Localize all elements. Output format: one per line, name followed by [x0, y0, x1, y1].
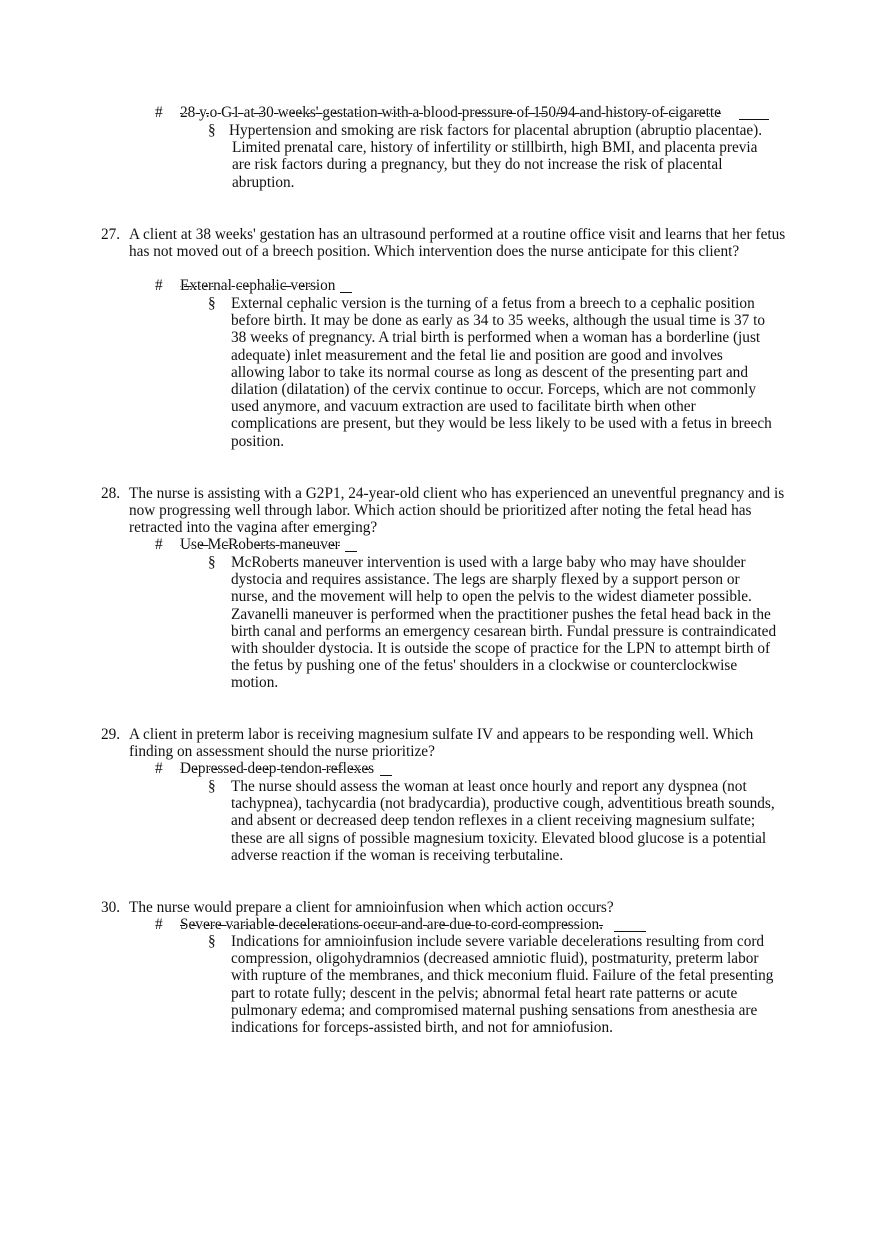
answer-bullet: #	[155, 916, 163, 933]
question-30	[101, 899, 791, 916]
rationale-bullet: §	[208, 554, 216, 571]
question-27	[101, 226, 791, 260]
question-text: The nurse would prepare a client for amnioinfusion when which action occurs?	[129, 899, 614, 916]
rationale-text: Hypertension and smoking are risk factors for placental abruption (abruptio placentae). Limited prenatal care, history of infertility or stillbirth, high BMI, and placenta previa are risk factors during a pregnancy, but they do not increase the risk of placental abruption.	[229, 122, 763, 191]
rationale-text: External cephalic version is the turning of a fetus from a breech to a cephalic position before birth. It may be done as early as 34 to 35 weeks, although the usual time is 37 to 38 weeks of pregnancy. A trial birth is performed when a woman has a borderline (just adequate) inlet measurement and the fetal lie and position are good and involves allowing labor to take its normal course as long as descent of the presenting part and dilation (dilatation) of the cervix continue to occur. Forceps, which are not commonly used anymore, and vacuum extraction are used to facilitate birth when other complications are present, but they would be less likely to be used with a fetus in breech position.	[231, 295, 772, 450]
question-29	[101, 726, 791, 760]
underline-tail	[340, 292, 352, 293]
underline-tail	[739, 119, 769, 120]
answer-text: Severe variable decelerations occur and are due to cord compression.	[180, 916, 604, 933]
question-number: 28.	[101, 485, 121, 502]
underline-tail	[380, 775, 392, 776]
rationale-bullet: §	[208, 933, 216, 950]
rationale	[208, 554, 780, 692]
question-text: The nurse is assisting with a G2P1, 24-year-old client who has experienced an uneventful pregnancy and is now progressing well through labor. Which action should be prioritized after noting the fetal head has retracted into the vagina after emerging?	[129, 485, 785, 537]
question-28	[101, 485, 791, 537]
answer-text: 28 y.o G1 at 30 weeks' gestation with a blood pressure of 150/94 and history of cigarette	[180, 104, 721, 121]
answer-text: External cephalic version	[180, 277, 336, 294]
rationale	[208, 933, 780, 1036]
answer-text: Depressed deep tendon reflexes	[180, 760, 375, 777]
answer-bullet: #	[155, 277, 163, 294]
rationale-text: The nurse should assess the woman at least once hourly and report any dyspnea (not tachypnea), tachycardia (not bradycardia), productive cough, adventitious breath sounds, and absent or decreased deep tendon reflexes in a client receiving magnesium sulfate; these are all signs of possible magnesium toxicity. Elevated blood glucose is a potential adverse reaction if the woman is receiving terbutaline.	[231, 778, 775, 864]
rationale-text: McRoberts maneuver intervention is used with a large baby who may have shoulder dystocia and requires assistance. The legs are sharply flexed by a support person or nurse, and the movement will help to open the pelvis to the widest diameter possible. Zavanelli maneuver is performed when the practitioner pushes the fetal head back in the birth canal and performs an emergency cesarean birth. Fundal pressure is contraindicated with shoulder dystocia. It is outside the scope of practice for the LPN to attempt birth of the fetus by pushing one of the fetus' shoulders in a clockwise or counterclockwise motion.	[231, 554, 777, 692]
question-number: 29.	[101, 726, 121, 743]
answer-bullet: #	[155, 536, 163, 553]
question-number: 27.	[101, 226, 121, 243]
rationale-bullet: §	[208, 122, 216, 139]
rationale	[208, 778, 780, 864]
rationale-text: Indications for amnioinfusion include severe variable decelerations resulting from cord compression, oligohydramnios (decreased amniotic fluid), postmaturity, preterm labor with rupture of the membranes, and thick meconium fluid. Failure of the fetal presenting part to rotate fully; descent in the pelvis; abnormal fetal heart rate patterns or acute pulmonary edema; and compromised maternal pushing sensations from anesthesia are indications for forceps-assisted birth, and not for amniofusion.	[231, 933, 774, 1037]
rationale-bullet: §	[208, 778, 216, 795]
rationale-bullet: §	[208, 295, 216, 312]
underline-tail	[345, 551, 357, 552]
rationale	[208, 295, 780, 450]
question-number: 30.	[101, 899, 121, 916]
rationale	[208, 122, 768, 191]
answer-text: Use McRoberts maneuver	[180, 536, 340, 553]
answer-bullet: #	[155, 760, 163, 777]
question-text: A client in preterm labor is receiving magnesium sulfate IV and appears to be responding well. Which finding on assessment should the nurse prioritize?	[129, 726, 754, 761]
answer-bullet: #	[155, 104, 163, 121]
question-text: A client at 38 weeks' gestation has an ultrasound performed at a routine office visit and learns that her fetus has not moved out of a breech position. Which intervention does the nurse anticipate for this client?	[129, 226, 786, 261]
underline-tail	[614, 931, 646, 932]
